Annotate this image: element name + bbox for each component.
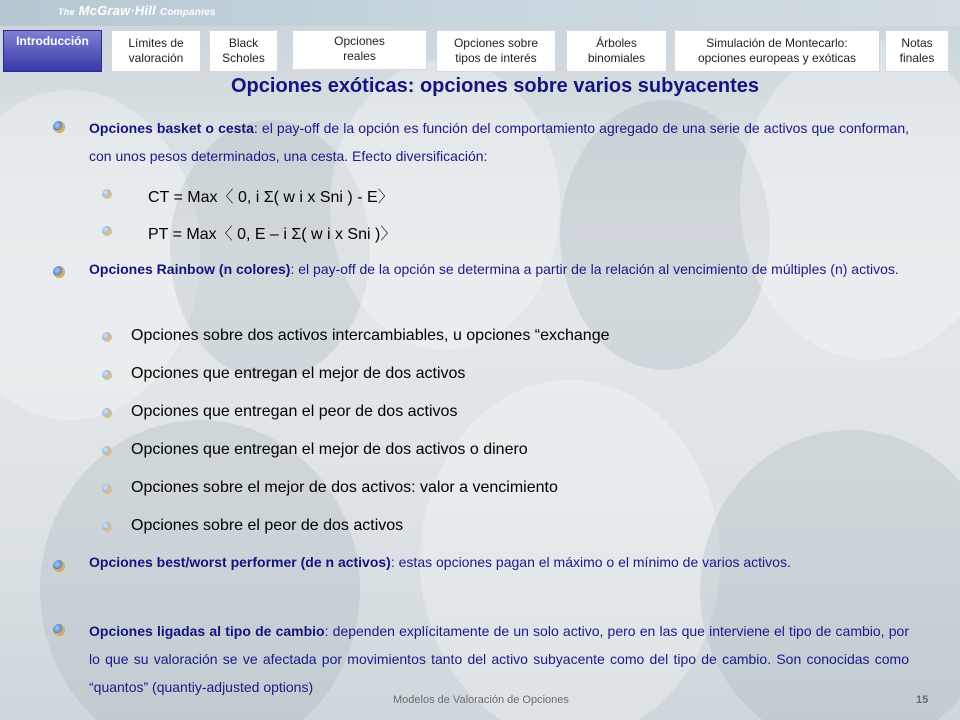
slide-title: Opciones exóticas: opciones sobre varios subyacentes	[231, 75, 759, 97]
sub-bullet-icon	[102, 370, 112, 380]
rainbow-item: Opciones que entregan el mejor de dos activos	[131, 365, 466, 382]
bestworst-term: Opciones best/worst performer (de n activos)	[89, 554, 391, 570]
ligadas-paragraph	[89, 617, 909, 701]
ligadas-text: : dependen explícitamente de un solo activo, pero en las que interviene el tipo de cambio, por lo que su valoración se ve afectada por movimientos tanto del activo subyacente como del tipo de cambio. Son conocidas como “quantos” (quantiy-adjusted options)	[89, 623, 909, 695]
sub-bullet-icon	[102, 408, 112, 418]
basket-text: : el pay-off de la opción es función del comportamiento agregado de una serie de activos que conforman, con unos pesos determinados, una cesta. Efecto diversificación:	[89, 120, 909, 164]
brand-the: The	[58, 7, 75, 17]
bestworst-paragraph	[89, 548, 909, 576]
rainbow-item: Opciones que entregan el mejor de dos activos o dinero	[131, 441, 528, 458]
bullet-icon	[53, 266, 65, 278]
sub-bullet-icon	[102, 522, 112, 532]
bullet-icon	[53, 624, 65, 636]
rainbow-term: Opciones Rainbow (n colores)	[89, 261, 291, 277]
brand-name: McGraw·Hill	[78, 3, 156, 18]
publisher-logo	[58, 3, 216, 18]
tab-arboles-binomiales[interactable]: Árboles binomiales	[566, 30, 667, 72]
bestworst-text: : estas opciones pagan el máximo o el mínimo de varios activos.	[390, 554, 791, 570]
page-number: 15	[916, 694, 929, 706]
brand-bar	[0, 0, 960, 26]
formula-pt: PT = Max〈 0, E – i Σ( w i x Sni )〉	[148, 226, 397, 243]
rainbow-item: Opciones sobre el peor de dos activos	[131, 517, 404, 534]
sub-bullet-icon	[102, 446, 112, 456]
tab-opciones-tipos-interes[interactable]: Opciones sobre tipos de interés	[436, 30, 556, 72]
basket-term: Opciones basket o cesta	[89, 120, 254, 136]
rainbow-item: Opciones sobre dos activos intercambiables, u opciones “exchange	[131, 327, 610, 344]
footer-text: Modelos de Valoración de Opciones	[393, 694, 569, 706]
basket-paragraph	[89, 114, 909, 170]
sub-bullet-icon	[102, 226, 112, 236]
bullet-icon	[53, 121, 65, 133]
tab-opciones-reales[interactable]: Opciones reales	[292, 30, 427, 70]
sub-bullet-icon	[102, 189, 112, 199]
tab-introduccion[interactable]: Introducción	[3, 30, 102, 72]
sub-bullet-icon	[102, 484, 112, 494]
formula-ct: CT = Max〈 0, i Σ( w i x Sni ) - E〉	[148, 189, 394, 206]
tab-limites-de-valoracion[interactable]: Límites de valoración	[111, 30, 201, 72]
rainbow-paragraph	[89, 255, 909, 283]
rainbow-item: Opciones sobre el mejor de dos activos: valor a vencimiento	[131, 479, 558, 496]
tab-notas-finales[interactable]: Notas finales	[885, 30, 949, 72]
rainbow-text: : el pay-off de la opción se determina a partir de la relación al vencimiento de múltiples (n) activos.	[290, 261, 899, 277]
bullet-icon	[53, 560, 65, 572]
tab-simulacion-montecarlo[interactable]: Simulación de Montecarlo: opciones europeas y exóticas	[674, 30, 880, 72]
sub-bullet-icon	[102, 332, 112, 342]
ligadas-term: Opciones ligadas al tipo de cambio	[89, 623, 325, 639]
brand-companies: Companies	[159, 7, 216, 18]
rainbow-item: Opciones que entregan el peor de dos activos	[131, 403, 458, 420]
tab-black-scholes[interactable]: Black Scholes	[209, 30, 278, 72]
